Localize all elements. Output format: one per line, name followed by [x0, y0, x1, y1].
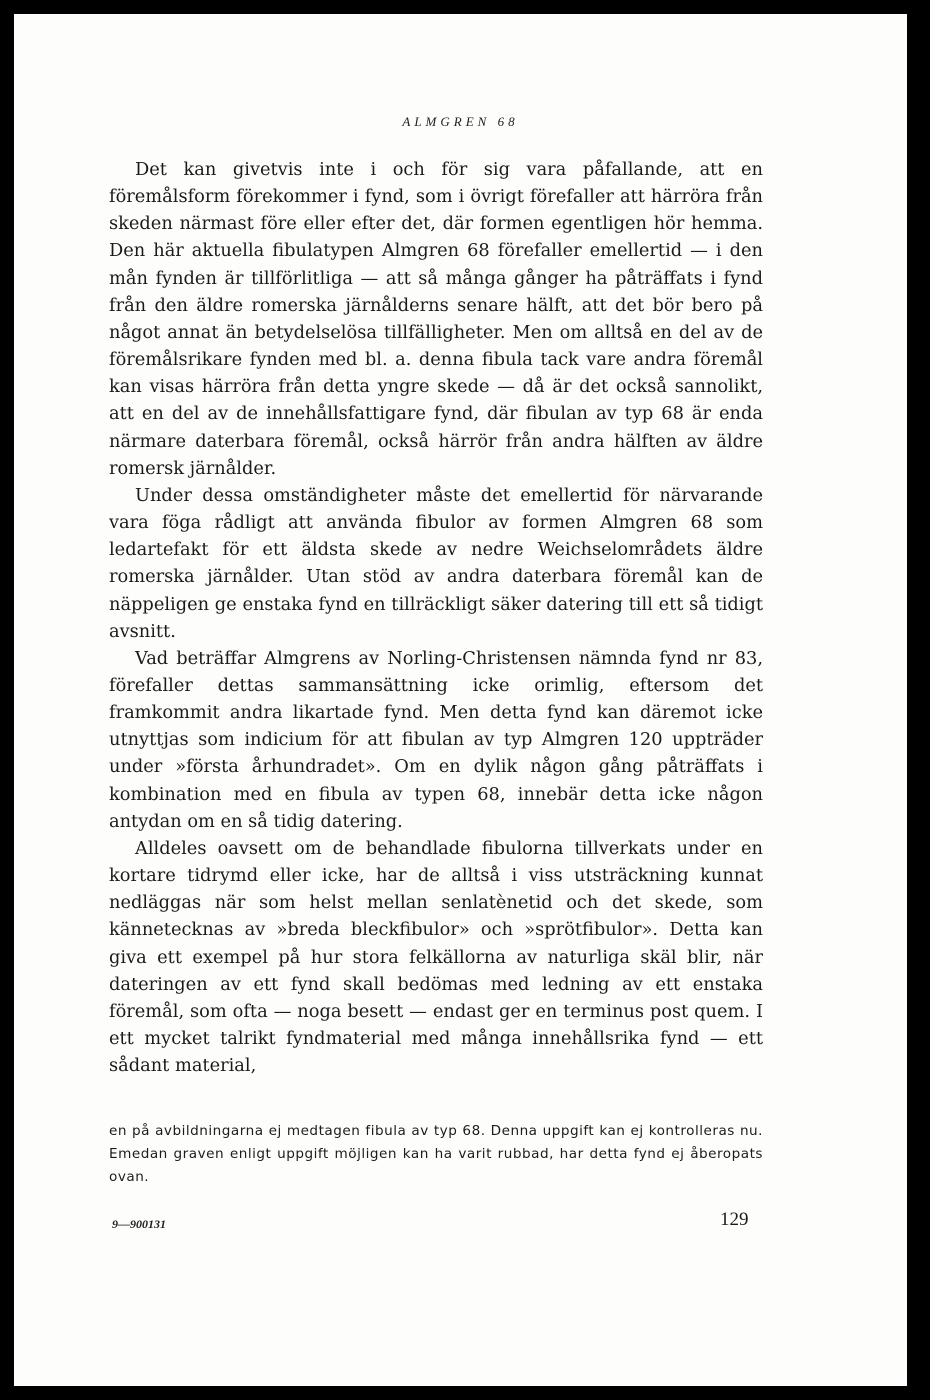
- footnote: en på avbildningarna ej medtagen fibula av typ 68. Denna uppgift kan ej kontrolleras nu. Emedan graven enligt uppgift möjligen kan ha varit rubbad, har detta fynd ej åberopats ovan.: [109, 1123, 763, 1185]
- paragraph-4: Alldeles oavsett om de behandlade fibulorna tillverkats under en kortare tidrymd eller icke, har de alltså i viss utsträckning kunnat nedläggas när som helst mellan senlatènetid och det skede, som kännetecknas av »breda bleckfibulor» och »sprötfibulor». Detta kan giva ett exempel på hur stora felkällorna av naturliga skäl blir, när dateringen av ett fynd skall bedömas med ledning av ett enstaka föremål, som ofta — noga besett — endast ger en terminus post quem. I ett mycket talrikt fyndmaterial med många innehållsrika fynd — ett sådant material,: [109, 837, 763, 1077]
- running-head: ALMGREN 68: [402, 114, 519, 129]
- paragraph-2: Under dessa omständigheter måste det emellertid för närvarande vara föga rådligt att använda fibulor av formen Almgren 68 som ledartefakt för ett äldsta skede av nedre Weichselområdets äldre romerska järnålder. Utan stöd av andra daterbara föremål kan de näppeligen ge enstaka fynd en tillräckligt säker datering till ett så tidigt avsnitt.: [109, 484, 763, 642]
- document-page: [14, 14, 907, 1386]
- printer-signature: 9—900131: [112, 1217, 166, 1231]
- paragraph-3: Vad beträffar Almgrens av Norling-Christensen nämnda fynd nr 83, förefaller dettas sammansättning icke orimlig, eftersom det framkommit andra likartade fynd. Men detta fynd kan däremot icke utnyttjas som indicium för att fibulan av typ Almgren 120 uppträder under »första århundradet». Om en dylik någon gång påträffats i kombination med en fibula av typen 68, innebär detta icke någon antydan om en så tidig datering.: [109, 647, 763, 832]
- page-number: 129: [720, 1209, 749, 1230]
- paragraph-1: Det kan givetvis inte i och för sig vara påfallande, att en föremålsform förekommer i fynd, som i övrigt förefaller att härröra från skeden närmast före eller efter det, där formen egentligen hör hemma. Den här aktuella fibulatypen Almgren 68 förefaller emellertid — i den mån fynden är tillförlitliga — att så många gånger ha påträffats i fynd från den äldre romerska järnålderns senare hälft, att det bör bero på något annat än betydelselösa tillfälligheter. Men om alltså en del av de föremålsrikare fynden med bl. a. denna fibula tack vare andra föremål kan visas härröra från detta yngre skede — då är det också sannolikt, att en del av de innehållsfattigare fynd, där fibulan av typ 68 är enda närmare daterbara föremål, också härrör från andra hälften av äldre romersk järnålder.: [109, 159, 763, 479]
- body-text: [109, 156, 763, 1079]
